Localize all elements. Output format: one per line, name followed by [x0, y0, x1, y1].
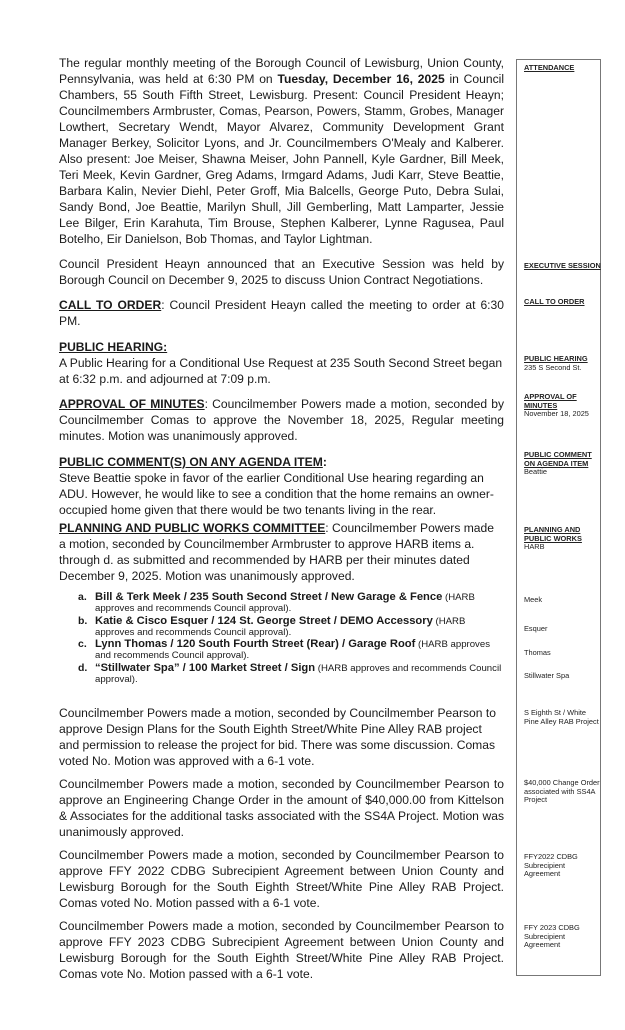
sidebar-executive-session: [524, 262, 602, 271]
harb-items-list: [78, 592, 506, 686]
list-marker: b.: [78, 614, 88, 627]
meeting-date: Tuesday, December 16, 2025: [277, 72, 445, 86]
sidebar-heading: PUBLIC COMMENT ON AGENDA ITEM: [524, 450, 592, 468]
public-comment-colon: :: [322, 455, 327, 469]
attendance-text-cont: in Council Chambers, 55 South Fifth Street, Lewisburg. Present: Council President Heayn; Councilmembers Armbruster, Comas, Pearson, Powers, Stamm, Grobes, Manager Lowthert, Secretary Wendt, Mayor Alvarez, Community Development Grant Manager Berkey, Solicitor Lyons, and Jr. Councilmembers O'Mealy and Kalberer. Also present: Joe Meiser, Shawna Meiser, John Pannell, Kyle Gardner, Bill Meek, Teri Meek, Kevin Gardner, Greg Adams, Irmgard Adams, Judi Karr, Steve Beattie, Barbara Kalin, Nevier Diehl, Peter Groff, Mia Balcells, George Puto, Debra Sulai, Sandy Bond, Joe Beattie, Marilyn Shull, Jill Gemberling, Matt Lamparter, Jessie Lee Bilger, Erin Karahuta, Tim Brouse, Stephen Kalberer, Lynne Ragusea, Paul Botelho, Eir Danielson, Bob Thomas, and Taylor Lightman.: [59, 72, 505, 246]
approval-of-minutes-heading: APPROVAL OF MINUTES: [59, 397, 205, 411]
margin-notes-box: [516, 59, 601, 976]
sidebar-note-change-order: $40,000 Change Order associated with SS4A Project: [524, 778, 600, 805]
motion-ffy2022-cdbg: Councilmember Powers made a motion, seconded by Councilmember Pearson to approve FFY 2022 CDBG Subrecipient Agreement between Union County and Lewisburg Borough for the South Eighth Street/White Pine Alley RAB Project. Comas voted No. Motion passed with a 6-1 vote.: [59, 848, 504, 910]
sidebar-subtext: HARB: [524, 542, 545, 552]
approval-of-minutes-text: : Councilmember Powers made a motion, seconded by Councilmember Comas to approve the November 18, 2025, Regular meeting minutes. Motion was unanimously approved.: [59, 397, 504, 443]
item-note: (HARB approves and recommends Council approval).: [95, 662, 502, 686]
sidebar-attendance: [524, 64, 602, 73]
sidebar-call-to-order: [524, 298, 602, 307]
item-note: (HARB approves and recommends Council approval).: [95, 639, 490, 662]
item-title: Bill & Terk Meek / 235 South Second Street / New Garage & Fence: [95, 591, 443, 603]
sidebar-public-hearing: [524, 355, 602, 372]
sidebar-note-meek: Meek: [524, 595, 543, 604]
sidebar-heading: APPROVAL OF MINUTES: [524, 392, 577, 410]
item-title: Katie & Cisco Esquer / 124 St. George Street / DEMO Accessory: [95, 614, 433, 627]
public-hearing-heading: PUBLIC HEARING:: [59, 340, 168, 354]
list-item: [78, 616, 506, 639]
item-note: (HARB approves and recommends Council approval).: [95, 592, 475, 615]
planning-heading: PLANNING AND PUBLIC WORKS COMMITTEE: [59, 521, 326, 535]
list-marker: a.: [78, 591, 87, 603]
sidebar-heading: EXECUTIVE SESSION: [524, 261, 601, 270]
item-note: (HARB approves and recommends Council approval).: [95, 615, 466, 638]
sidebar-note-stillwater: Stillwater Spa: [524, 671, 570, 680]
planning-text: : Councilmember Powers made a motion, seconded by Councilmember Armbruster to approve HARB items a. through d. as submitted and recommended by HARB per their minutes dated December 9, 2025. Motion was unanimously approved.: [59, 521, 494, 583]
sidebar-subtext: Beattie: [524, 467, 548, 477]
public-comment-paragraph: [59, 454, 504, 518]
sidebar-heading: PUBLIC HEARING: [524, 354, 588, 363]
item-title: “Stillwater Spa” / 100 Market Street / Sign: [95, 661, 316, 674]
sidebar-heading: CALL TO ORDER: [524, 297, 585, 306]
list-item: [78, 639, 506, 662]
sidebar-public-comment: [524, 451, 602, 477]
motion-ffy2023-cdbg: Councilmember Powers made a motion, seconded by Councilmember Pearson to approve FFY 2023 CDBG Subrecipient Agreement between Union County and Lewisburg Borough for the South Eighth Street/White Pine Alley RAB Project. Comas vote No. Motion passed with a 6-1 vote.: [59, 919, 504, 981]
sidebar-note-esquer: Esquer: [524, 624, 548, 633]
call-to-order-paragraph: [59, 297, 504, 329]
list-marker: c.: [78, 638, 87, 651]
list-item: [78, 663, 506, 686]
call-to-order-heading: CALL TO ORDER: [59, 298, 162, 312]
sidebar-heading: PLANNING AND PUBLIC WORKS: [524, 525, 582, 543]
sidebar-note-ffy2023: FFY 2023 CDBG Subrecipient Agreement: [524, 923, 580, 950]
call-to-order-text: : Council President Heayn called the meeting to order at 6:30 PM.: [59, 298, 504, 328]
sidebar-note-thomas: Thomas: [524, 648, 551, 657]
attendance-paragraph: [59, 55, 504, 247]
public-comment-heading: PUBLIC COMMENT(S) ON ANY AGENDA ITEM: [59, 455, 323, 469]
public-hearing-text: A Public Hearing for a Conditional Use Request at 235 South Second Street began at 6:32 p.m. and adjourned at 7:09 p.m.: [59, 356, 503, 386]
sidebar-approval-of-minutes: [524, 393, 602, 419]
public-comment-text: Steve Beattie spoke in favor of the earlier Conditional Use hearing regarding an ADU. However, he would like to see a condition that the home remains an owner-occupied home given that there would be two tenants living in the rear.: [59, 471, 494, 517]
sidebar-heading: ATTENDANCE: [524, 63, 575, 72]
sidebar-note-ffy2022: FFY2022 CDBG Subrecipient Agreement: [524, 852, 578, 879]
sidebar-note-rab-project: S Eighth St / White Pine Alley RAB Project: [524, 708, 599, 726]
motion-design-plans: Councilmember Powers made a motion, seconded by Councilmember Pearson to approve Design Plans for the South Eighth Street/White Pine Alley RAB project and permission to release the project for bid. There was some discussion. Comas voted No. Motion was approved with a 6-1 vote.: [59, 706, 496, 768]
executive-session-paragraph: Council President Heayn announced that an Executive Session was held by Borough Council on December 9, 2025 to discuss Union Contract Negotiations.: [59, 257, 504, 287]
approval-of-minutes-paragraph: [59, 396, 504, 444]
list-item: [78, 592, 506, 615]
motion-change-order: Councilmember Powers made a motion, seconded by Councilmember Pearson to approve an Engineering Change Order in the amount of $40,000.00 from Kittelson & Associates for the additional tasks associated with the SS4A Project. Motion was unanimously approved.: [59, 777, 504, 839]
sidebar-subtext: November 18, 2025: [524, 409, 589, 419]
sidebar-planning: [524, 526, 602, 552]
list-marker: d.: [78, 661, 88, 674]
sidebar-subtext: 235 S Second St.: [524, 362, 582, 372]
attendance-text: The regular monthly meeting of the Borough Council of Lewisburg, Union County, Pennsylvania, was held at 6:30 PM on: [59, 56, 504, 86]
public-hearing-paragraph: [59, 339, 504, 387]
planning-paragraph: [59, 520, 504, 584]
item-title: Lynn Thomas / 120 South Fourth Street (Rear) / Garage Roof: [95, 638, 416, 651]
